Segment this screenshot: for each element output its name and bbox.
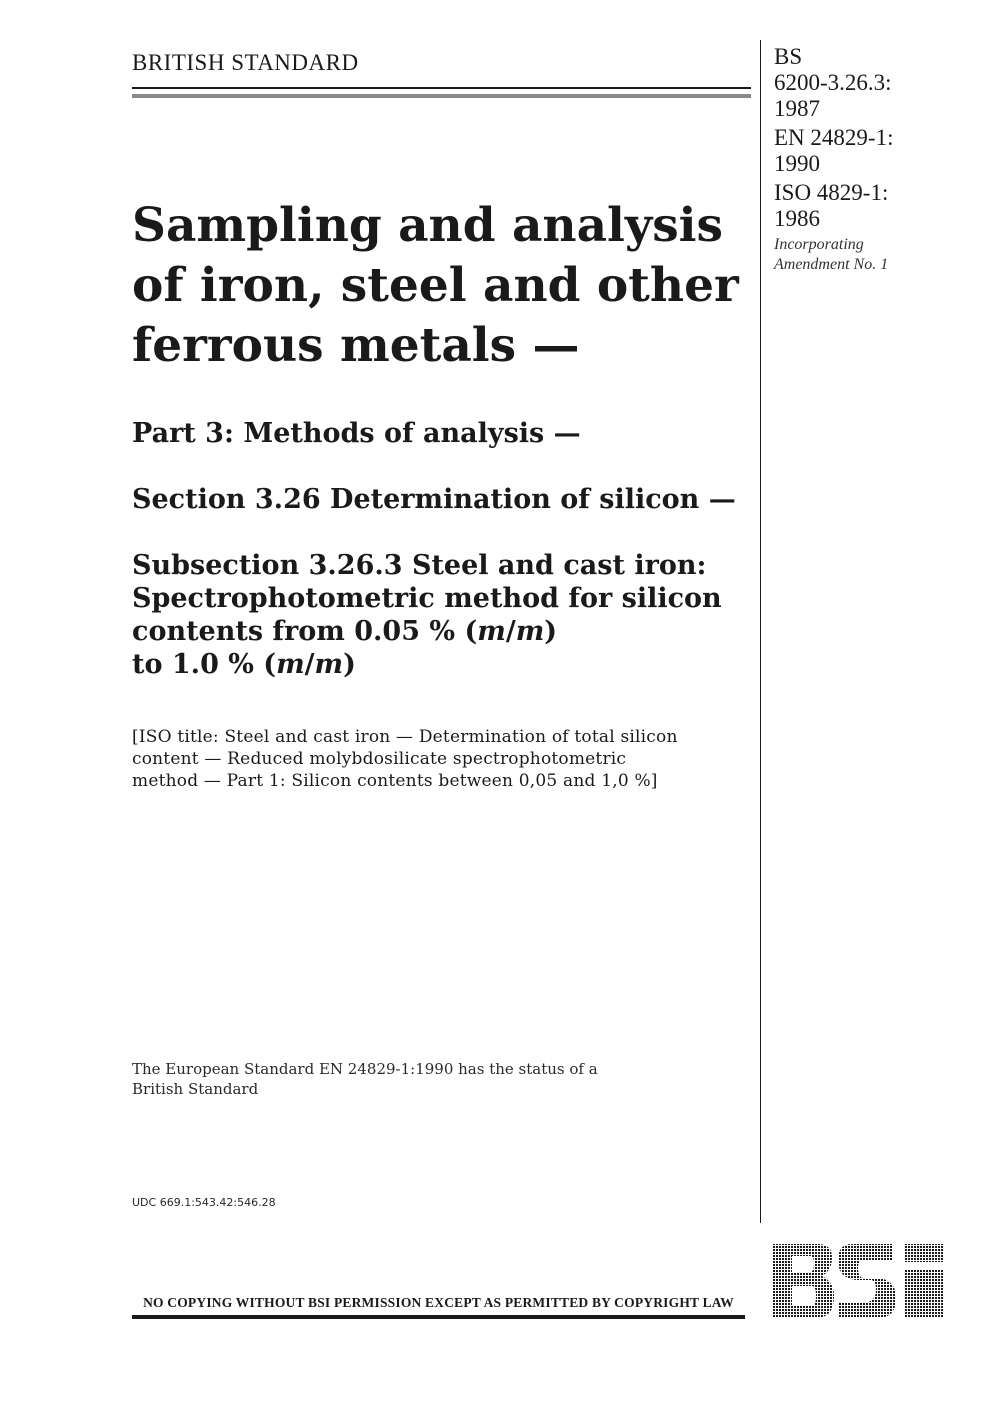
en-number: EN 24829-1: 1990 — [774, 125, 894, 176]
header-rule — [132, 87, 751, 89]
header-rule-thick — [132, 94, 751, 98]
section-heading: Section 3.26 Determination of silicon — — [132, 484, 736, 515]
iso-title-note: [ISO title: Steel and cast iron — Determination of total silicon content — Reduced molybdosilicate spectrophotometric method — Part 1: Silicon contents between 0,05 and 1,0 %] — [132, 727, 678, 791]
iso-number: ISO 4829-1: 1986 — [774, 180, 889, 231]
part-heading: Part 3: Methods of analysis — — [132, 418, 581, 449]
udc-code: UDC 669.1:543.42:546.28 — [132, 1196, 276, 1209]
document-title: Sampling and analysis of iron, steel and other ferrous metals — — [132, 198, 739, 373]
standard-numbers — [774, 44, 984, 275]
copyright-notice: NO COPYING WITHOUT BSI PERMISSION EXCEPT AS PERMITTED BY COPYRIGHT LAW — [143, 1295, 734, 1310]
svg-text:BSi: BSi — [770, 1240, 772, 1241]
footer-rule — [132, 1315, 745, 1319]
document-series-label: BRITISH STANDARD — [132, 50, 359, 75]
bsi-logo-icon — [770, 1240, 946, 1322]
amendment-note: Incorporating Amendment No. 1 — [774, 236, 889, 273]
status-note: The European Standard EN 24829-1:1990 has the status of a British Standard — [132, 1060, 598, 1098]
subsection-heading: Subsection 3.26.3 Steel and cast iron: Spectrophotometric method for silicon contents from 0.05 % (m/m) to 1.0 % (m/m) — [132, 550, 722, 680]
bsi-logo — [770, 1240, 946, 1322]
bs-number: BS 6200-3.26.3: 1987 — [774, 44, 892, 121]
